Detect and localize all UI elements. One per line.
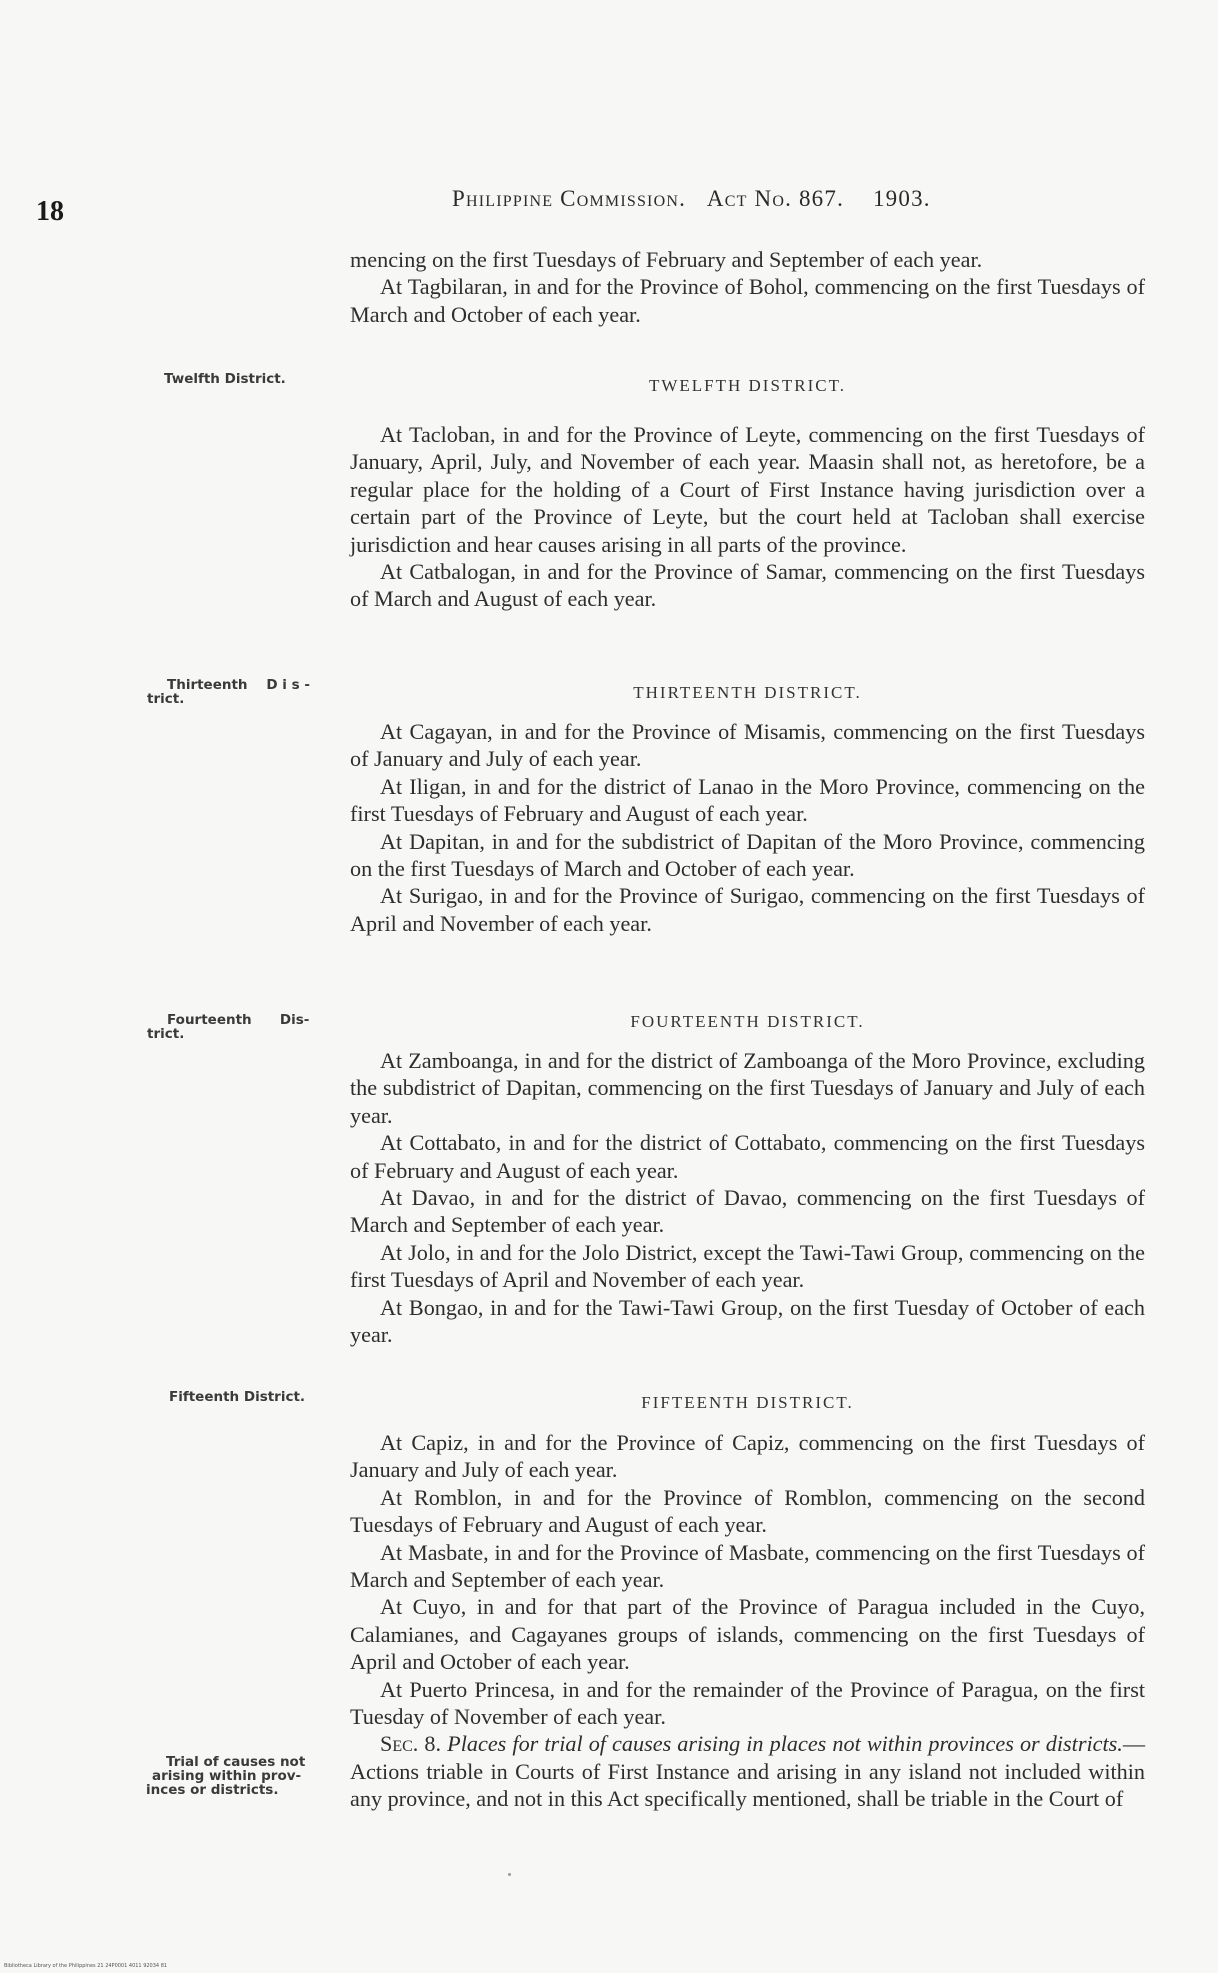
- margin-note-line: inces or districts.: [146, 1782, 279, 1798]
- paragraph: mencing on the first Tuesdays of February and September of each year.: [350, 247, 983, 272]
- margin-note-line: Trial of causes not: [166, 1754, 306, 1770]
- paragraph: At Tagbilaran, in and for the Province of Bohol, commencing on the first Tuesdays of March and October of each year.: [350, 274, 1145, 327]
- paragraph: At Cagayan, in and for the Province of Misamis, commencing on the first Tuesdays of January and July of each year.: [350, 719, 1145, 772]
- paragraph: At Iligan, in and for the district of Lanao in the Moro Province, commencing on the first Tuesdays of February and August of each year.: [350, 773, 1145, 827]
- intro-block: [350, 246, 1145, 328]
- margin-note-line: trict.: [147, 1026, 185, 1042]
- margin-note-trial: [146, 1755, 305, 1797]
- margin-note-line: trict.: [147, 691, 185, 707]
- scan-footer-stamp: Bibliotheca Library of the Philippines 21 24P0001 4011 92034 81: [4, 1963, 168, 1969]
- twelfth-district-block: [350, 421, 1145, 613]
- margin-note-thirteenth: [147, 678, 310, 706]
- section-8-paragraph: [350, 1730, 1145, 1812]
- margin-note-line: arising within prov-: [152, 1768, 302, 1784]
- header-year: 1903.: [872, 186, 931, 211]
- thirteenth-district-block: [350, 718, 1145, 937]
- thirteenth-district-heading: THIRTEENTH DISTRICT.: [633, 683, 862, 702]
- paragraph: At Jolo, in and for the Jolo District, except the Tawi-Tawi Group, commencing on the first Tuesdays of April and November of each year.: [350, 1239, 1145, 1293]
- paragraph: At Cuyo, in and for that part of the Province of Paragua included in the Cuyo, Calamianes, and Cagayanes groups of islands, commencing on the first Tuesdays of April and October of each year.: [350, 1594, 1145, 1675]
- fourteenth-district-heading: FOURTEENTH DISTRICT.: [630, 1012, 865, 1031]
- paragraph: At Zamboanga, in and for the district of Zamboanga of the Moro Province, excluding the subdistrict of Dapitan, commencing on the first Tuesdays of January and July of each year.: [350, 1048, 1145, 1128]
- section-title: Places for trial of causes arising in places not within provinces or districts.: [447, 1731, 1123, 1757]
- page-number: 18: [36, 196, 64, 227]
- paragraph: At Cottabato, in and for the district of Cottabato, commencing on the first Tuesdays of February and August of each year.: [350, 1130, 1145, 1183]
- fourteenth-district-block: [350, 1047, 1145, 1348]
- paragraph: At Romblon, in and for the Province of Romblon, commencing on the second Tuesdays of February and August of each year.: [350, 1484, 1145, 1538]
- paragraph: At Tacloban, in and for the Province of Leyte, commencing on the first Tuesdays of January, April, July, and November of each year. Maasin shall not, as heretofore, be a regular place for the holding of a Court of First Instance having jurisdiction over a certain part of the Province of Leyte, but the court held at Tacloban shall exercise jurisdiction and hear causes arising in all parts of the province.: [350, 422, 1145, 557]
- running-title: Philippine Commission.: [452, 186, 687, 211]
- paragraph: At Dapitan, in and for the subdistrict of Dapitan of the Moro Province, commencing on the first Tuesdays of March and October of each year.: [350, 828, 1145, 882]
- fifteenth-district-heading: FIFTEENTH DISTRICT.: [641, 1393, 854, 1412]
- margin-note-line: Fourteenth Dis-: [167, 1012, 310, 1028]
- act-number: Act No. 867.: [706, 186, 845, 211]
- paragraph: At Catbalogan, in and for the Province of Samar, commencing on the first Tuesdays of March and August of each year.: [350, 559, 1145, 612]
- margin-note-twelfth: Twelfth District.: [164, 371, 286, 387]
- scan-speck: [508, 1873, 511, 1876]
- section-label: Sec. 8.: [380, 1731, 442, 1757]
- margin-note-line: Thirteenth D i s -: [167, 677, 310, 693]
- paragraph: At Bongao, in and for the Tawi-Tawi Group, on the first Tuesday of October of each year.: [350, 1294, 1145, 1348]
- margin-note-fifteenth: Fifteenth District.: [169, 1389, 306, 1405]
- section-text: Actions triable in Courts of First Instance and arising in any island not included within any province, and not in this Act specifically mentioned, shall be triable in the Court of: [350, 1758, 1145, 1812]
- running-head: [452, 186, 931, 212]
- paragraph: At Davao, in and for the district of Davao, commencing on the first Tuesdays of March and September of each year.: [350, 1185, 1145, 1238]
- fifteenth-district-block: [350, 1429, 1145, 1813]
- twelfth-district-heading: TWELFTH DISTRICT.: [648, 376, 847, 395]
- margin-note-fourteenth: [147, 1013, 309, 1041]
- paragraph: At Surigao, in and for the Province of Surigao, commencing on the first Tuesdays of April and November of each year.: [350, 883, 1145, 936]
- section-dash: —: [1122, 1731, 1145, 1757]
- paragraph: At Masbate, in and for the Province of Masbate, commencing on the first Tuesdays of March and September of each year.: [350, 1539, 1145, 1593]
- paragraph: At Capiz, in and for the Province of Capiz, commencing on the first Tuesdays of January and July of each year.: [350, 1430, 1145, 1483]
- paragraph: At Puerto Princesa, in and for the remainder of the Province of Paragua, on the first Tuesday of November of each year.: [350, 1676, 1145, 1730]
